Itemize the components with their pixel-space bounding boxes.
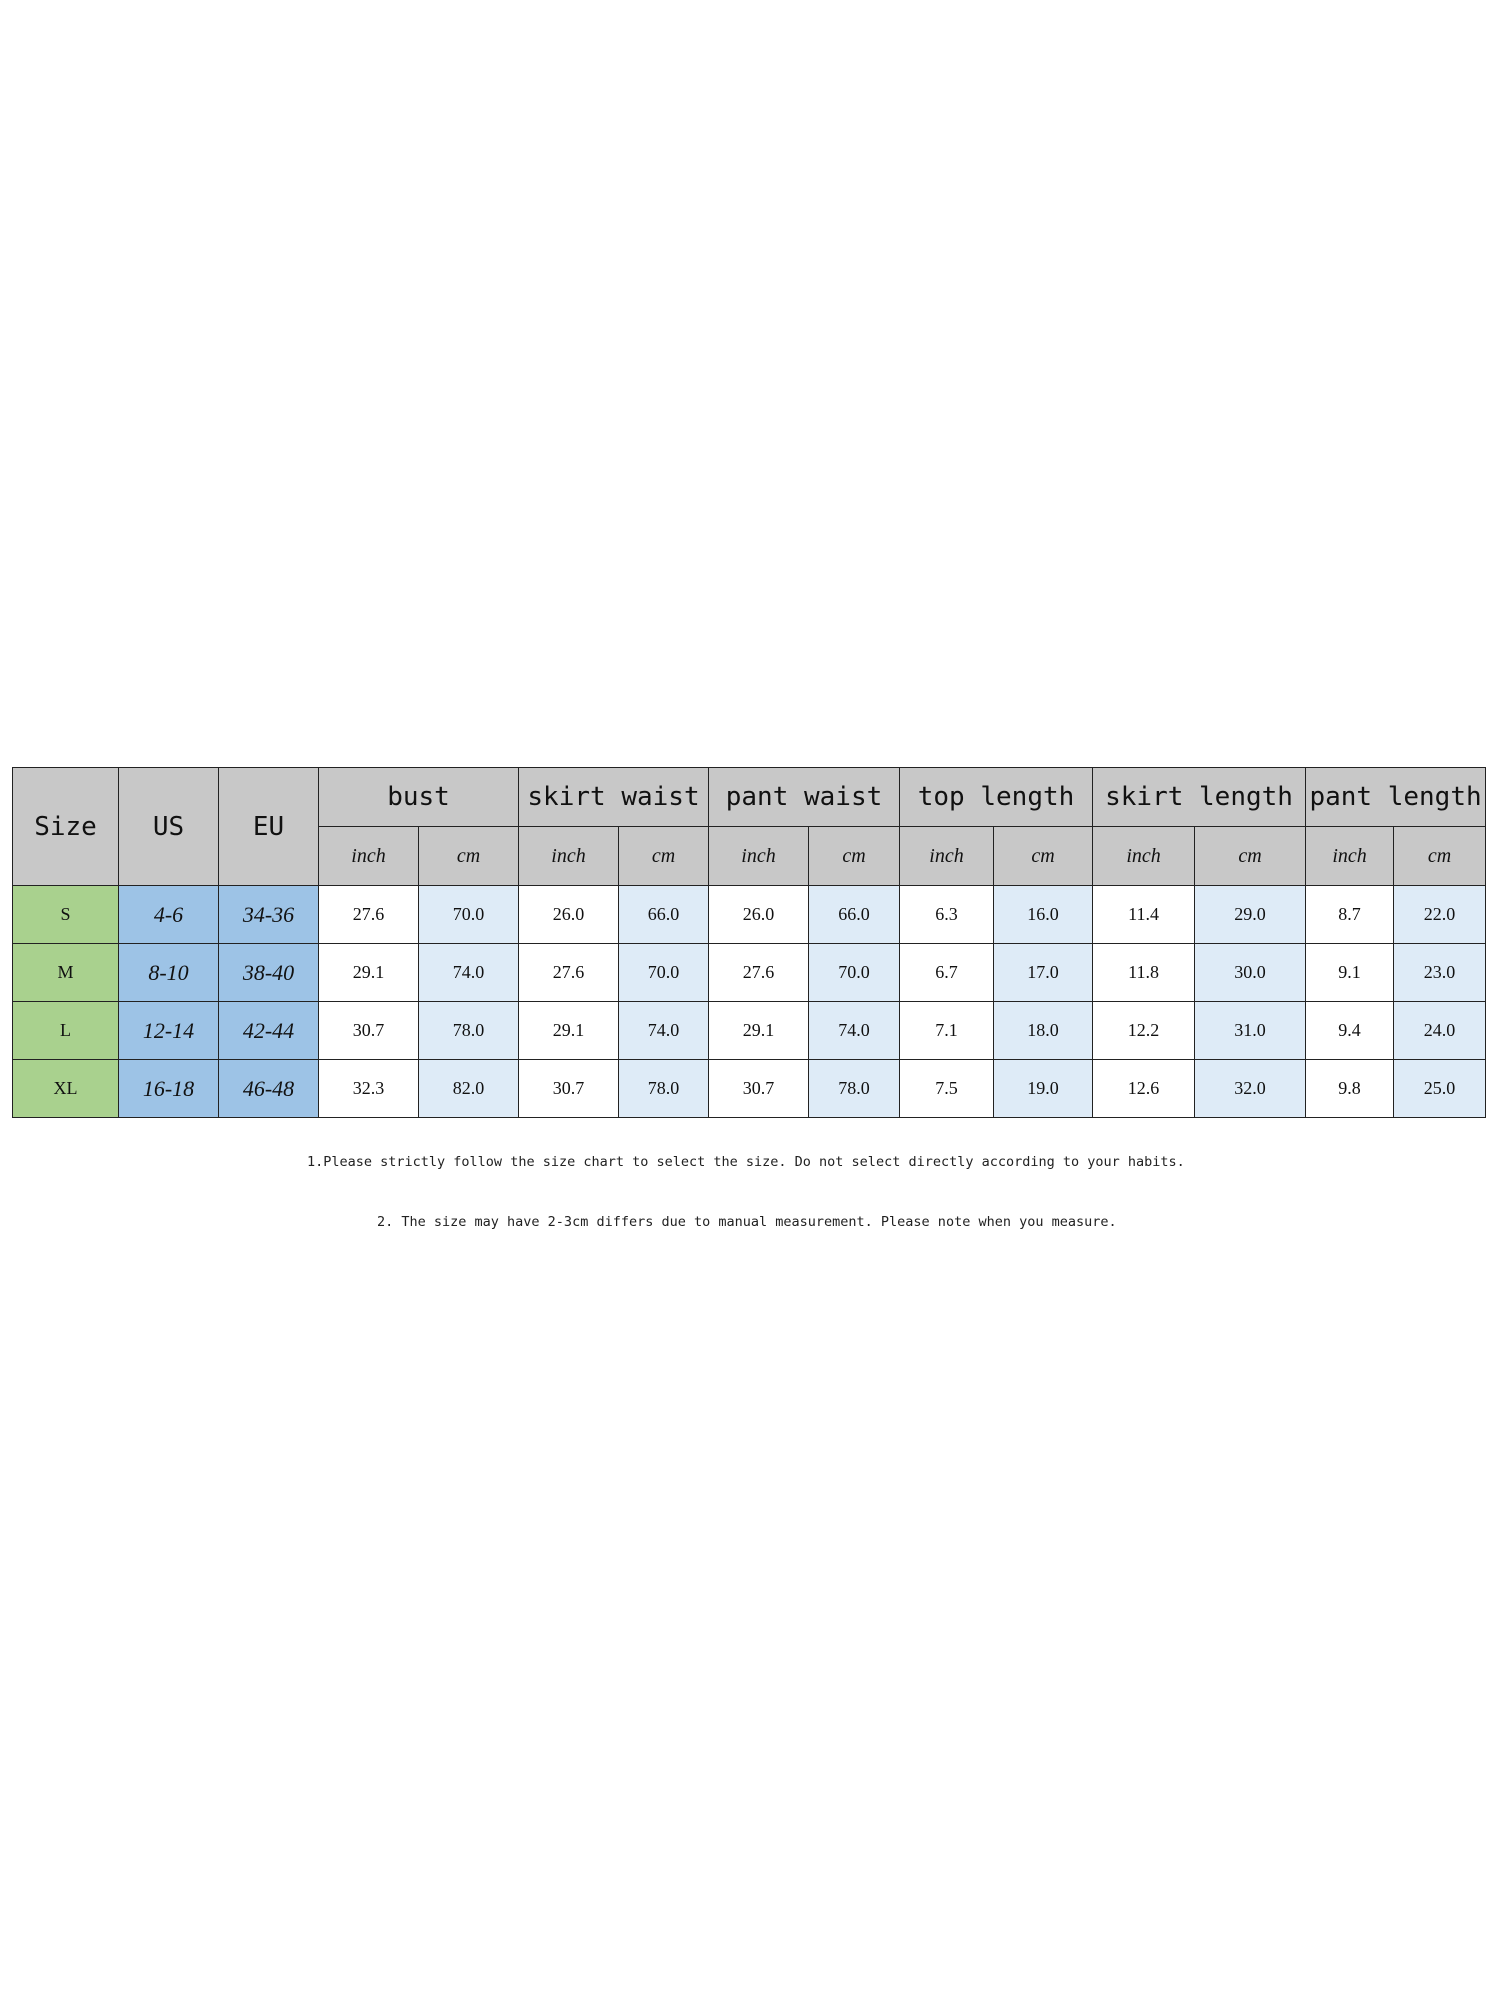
pant-waist-inch-cell: 29.1 [709, 1002, 809, 1060]
unit-header-cm: cm [994, 827, 1093, 886]
unit-header-inch: inch [1093, 827, 1195, 886]
skirt-length-cm-cell: 30.0 [1195, 944, 1306, 1002]
pant-waist-cm-cell: 70.0 [809, 944, 900, 1002]
eu-header: EU [219, 768, 319, 886]
us-cell: 16-18 [119, 1060, 219, 1118]
group-header-top-length: top length [900, 768, 1093, 827]
skirt-waist-cm-cell: 70.0 [619, 944, 709, 1002]
pant-length-inch-cell: 9.4 [1306, 1002, 1394, 1060]
skirt-waist-inch-cell: 30.7 [519, 1060, 619, 1118]
skirt-waist-cm-cell: 74.0 [619, 1002, 709, 1060]
group-header-bust: bust [319, 768, 519, 827]
us-cell: 8-10 [119, 944, 219, 1002]
header-row-groups [13, 768, 1486, 827]
skirt-length-cm-cell: 31.0 [1195, 1002, 1306, 1060]
table-row-m [13, 944, 1486, 1002]
size-note-1: 1.Please strictly follow the size chart to select the size. Do not select directly according to your habits. [307, 1154, 1185, 1170]
table-row-xl [13, 1060, 1486, 1118]
pant-waist-cm-cell: 78.0 [809, 1060, 900, 1118]
group-header-skirt-length: skirt length [1093, 768, 1306, 827]
bust-inch-cell: 30.7 [319, 1002, 419, 1060]
eu-cell: 42-44 [219, 1002, 319, 1060]
skirt-length-inch-cell: 11.4 [1093, 886, 1195, 944]
bust-inch-cell: 27.6 [319, 886, 419, 944]
us-cell: 4-6 [119, 886, 219, 944]
top-length-inch-cell: 6.3 [900, 886, 994, 944]
pant-length-cm-cell: 22.0 [1394, 886, 1486, 944]
skirt-waist-inch-cell: 29.1 [519, 1002, 619, 1060]
unit-header-cm: cm [619, 827, 709, 886]
top-length-cm-cell: 18.0 [994, 1002, 1093, 1060]
size-chart [12, 767, 1486, 1118]
us-cell: 12-14 [119, 1002, 219, 1060]
pant-length-inch-cell: 9.8 [1306, 1060, 1394, 1118]
bust-cm-cell: 82.0 [419, 1060, 519, 1118]
top-length-cm-cell: 17.0 [994, 944, 1093, 1002]
skirt-length-inch-cell: 12.2 [1093, 1002, 1195, 1060]
group-header-pant-waist: pant waist [709, 768, 900, 827]
bust-cm-cell: 78.0 [419, 1002, 519, 1060]
pant-waist-inch-cell: 26.0 [709, 886, 809, 944]
pant-length-inch-cell: 9.1 [1306, 944, 1394, 1002]
top-length-cm-cell: 16.0 [994, 886, 1093, 944]
top-length-inch-cell: 7.1 [900, 1002, 994, 1060]
pant-waist-inch-cell: 27.6 [709, 944, 809, 1002]
eu-cell: 38-40 [219, 944, 319, 1002]
pant-waist-inch-cell: 30.7 [709, 1060, 809, 1118]
skirt-length-cm-cell: 29.0 [1195, 886, 1306, 944]
pant-waist-cm-cell: 66.0 [809, 886, 900, 944]
bust-cm-cell: 74.0 [419, 944, 519, 1002]
unit-header-inch: inch [319, 827, 419, 886]
unit-header-inch: inch [1306, 827, 1394, 886]
pant-waist-cm-cell: 74.0 [809, 1002, 900, 1060]
skirt-waist-inch-cell: 27.6 [519, 944, 619, 1002]
size-cell: XL [13, 1060, 119, 1118]
size-chart-table [12, 767, 1486, 1118]
unit-header-cm: cm [1195, 827, 1306, 886]
bust-cm-cell: 70.0 [419, 886, 519, 944]
size-header: Size [13, 768, 119, 886]
eu-cell: 34-36 [219, 886, 319, 944]
unit-header-inch: inch [900, 827, 994, 886]
skirt-length-inch-cell: 11.8 [1093, 944, 1195, 1002]
bust-inch-cell: 29.1 [319, 944, 419, 1002]
eu-cell: 46-48 [219, 1060, 319, 1118]
top-length-cm-cell: 19.0 [994, 1060, 1093, 1118]
size-cell: L [13, 1002, 119, 1060]
size-cell: S [13, 886, 119, 944]
table-row-l [13, 1002, 1486, 1060]
skirt-waist-inch-cell: 26.0 [519, 886, 619, 944]
us-header: US [119, 768, 219, 886]
unit-header-inch: inch [709, 827, 809, 886]
group-header-skirt-waist: skirt waist [519, 768, 709, 827]
bust-inch-cell: 32.3 [319, 1060, 419, 1118]
size-note-2: 2. The size may have 2-3cm differs due to manual measurement. Please note when you measure. [377, 1214, 1117, 1230]
pant-length-cm-cell: 23.0 [1394, 944, 1486, 1002]
top-length-inch-cell: 7.5 [900, 1060, 994, 1118]
skirt-length-inch-cell: 12.6 [1093, 1060, 1195, 1118]
unit-header-cm: cm [809, 827, 900, 886]
skirt-waist-cm-cell: 66.0 [619, 886, 709, 944]
skirt-waist-cm-cell: 78.0 [619, 1060, 709, 1118]
skirt-length-cm-cell: 32.0 [1195, 1060, 1306, 1118]
unit-header-cm: cm [419, 827, 519, 886]
pant-length-inch-cell: 8.7 [1306, 886, 1394, 944]
pant-length-cm-cell: 24.0 [1394, 1002, 1486, 1060]
table-row-s [13, 886, 1486, 944]
top-length-inch-cell: 6.7 [900, 944, 994, 1002]
unit-header-inch: inch [519, 827, 619, 886]
group-header-pant-length: pant length [1306, 768, 1486, 827]
size-cell: M [13, 944, 119, 1002]
unit-header-cm: cm [1394, 827, 1486, 886]
pant-length-cm-cell: 25.0 [1394, 1060, 1486, 1118]
